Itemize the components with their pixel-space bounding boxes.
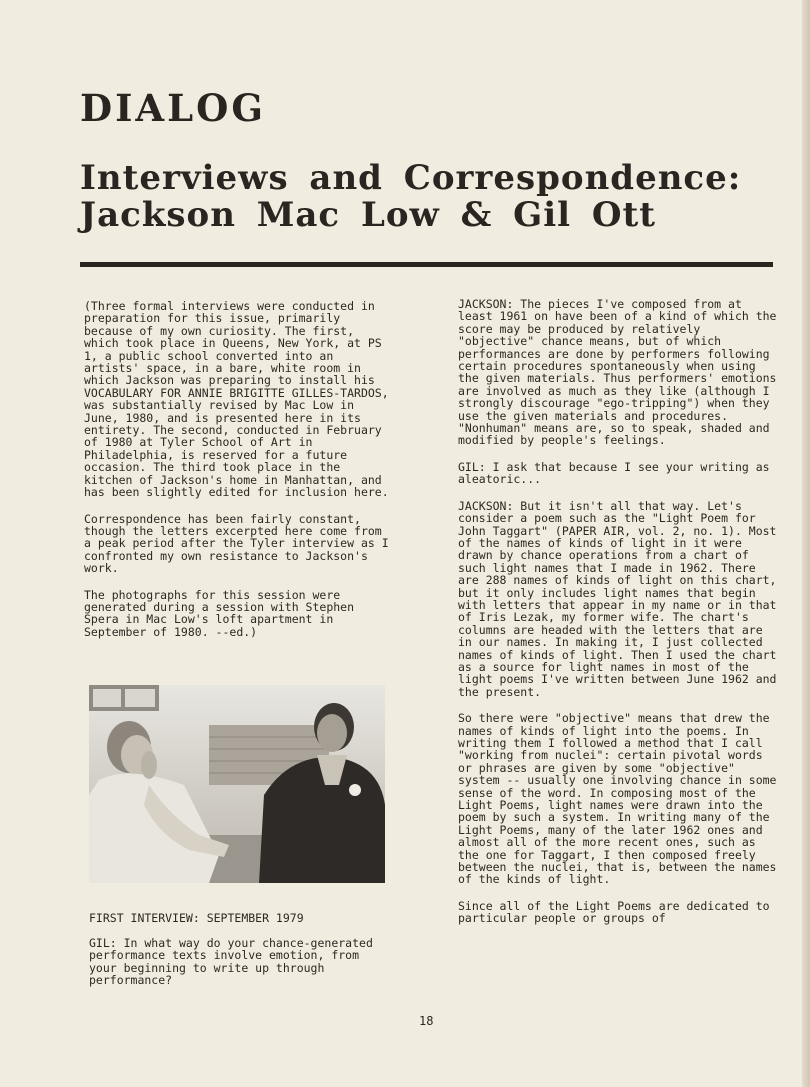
- dialog-paragraph: JACKSON: The pieces I've composed from at least 1961 on have been of a kind of which the score may be produced by relatively "objective" chance means, but of which performances are done by performers following certain procedures spontaneously when using the given materials. Thus performers' emotions are involved as much as they like (although I strongly discourage "ego-tripping") when they use the given materials and procedures. "Nonhuman" means are, so to speak, shaded and modified by people's feelings.: [458, 297, 784, 448]
- intro-paragraph: Correspondence has been fairly constant, though the letters excerpted here come from a peak period after the Tyler interview as I confronted my own resistance to Jackson's work.: [84, 511, 396, 576]
- dialog-paragraph: JACKSON: But it isn't all that way. Let's consider a poem such as the "Light Poem for John Taggart" (PAPER AIR, vol. 2, no. 1). Most of the names of kinds of light in it were drawn by chance operations from a chart of such light names that I made in 1962. There are 288 names of kinds of light on this chart, but it only includes light names that begin with letters that appear in my name or in that of Iris Lezak, my former wife. The chart's columns are headed with the letters that are in our names. In making it, I just collected names of kinds of light. Then I used the chart as a source for light names in most of the light poems I've written between June 1962 and the present.: [458, 498, 784, 699]
- intro-paragraph: (Three formal interviews were conducted in preparation for this issue, primarily because of my own curiosity. The first, which took place in Queens, New York, at PS 1, a public school converted into an artists' space, in a bare, white room in which Jackson was preparing to install his VOCABULARY FOR ANNIE BRIGITTE GILLES-TARDOS, was substantially revised by Mac Low in June, 1980, and is presented here in its entirety. The second, conducted in February of 1980 at Tyler School of Art in Philadelphia, is reserved for a future occasion. The third took place in the kitchen of Jackson's home in Manhattan, and has been slightly edited for inclusion here.: [84, 299, 396, 500]
- title-rule: [80, 262, 773, 267]
- page-edge: [802, 0, 810, 1087]
- article-title-line-2: Jackson Mac Low & Gil Ott: [80, 195, 656, 235]
- article-title: [80, 160, 780, 234]
- right-column: [458, 297, 784, 939]
- intro-paragraph: The photographs for this session were generated during a session with Stephen Spera in Mac Low's loft apartment in September of 1980. --ed.): [84, 587, 361, 639]
- interview-photo: [89, 685, 385, 883]
- page-number: 18: [419, 1014, 434, 1028]
- interview-question: GIL: In what way do your chance-generated performance texts involve emotion, from your beginning to write up through performance?: [89, 936, 380, 988]
- photo-caption: FIRST INTERVIEW: SEPTEMBER 1979: [89, 911, 304, 925]
- dialog-paragraph: Since all of the Light Poems are dedicated to particular people or groups of: [458, 898, 777, 926]
- dialog-paragraph: GIL: I ask that because I see your writing as aleatoric...: [458, 459, 777, 487]
- interview-photo-illustration: [89, 685, 385, 883]
- section-label: DIALOG: [80, 86, 266, 130]
- dialog-paragraph: So there were "objective" means that drew the names of kinds of light into the poems. In writing them I followed a method that I call "working from nuclei": certain pivotal words or phrases are given by some "objective" system -- usually one involving chance in some sense of the word. In composing most of the Light Poems, light names were drawn into the poem by such a system. In writing many of the Light Poems, many of the later 1962 ones and almost all of the more recent ones, such as the one for Taggart, I then composed freely between the nuclei, that is, between the names of the kinds of light.: [458, 711, 784, 887]
- left-column: [84, 300, 394, 652]
- article-title-line-1: Interviews and Correspondence:: [80, 158, 742, 198]
